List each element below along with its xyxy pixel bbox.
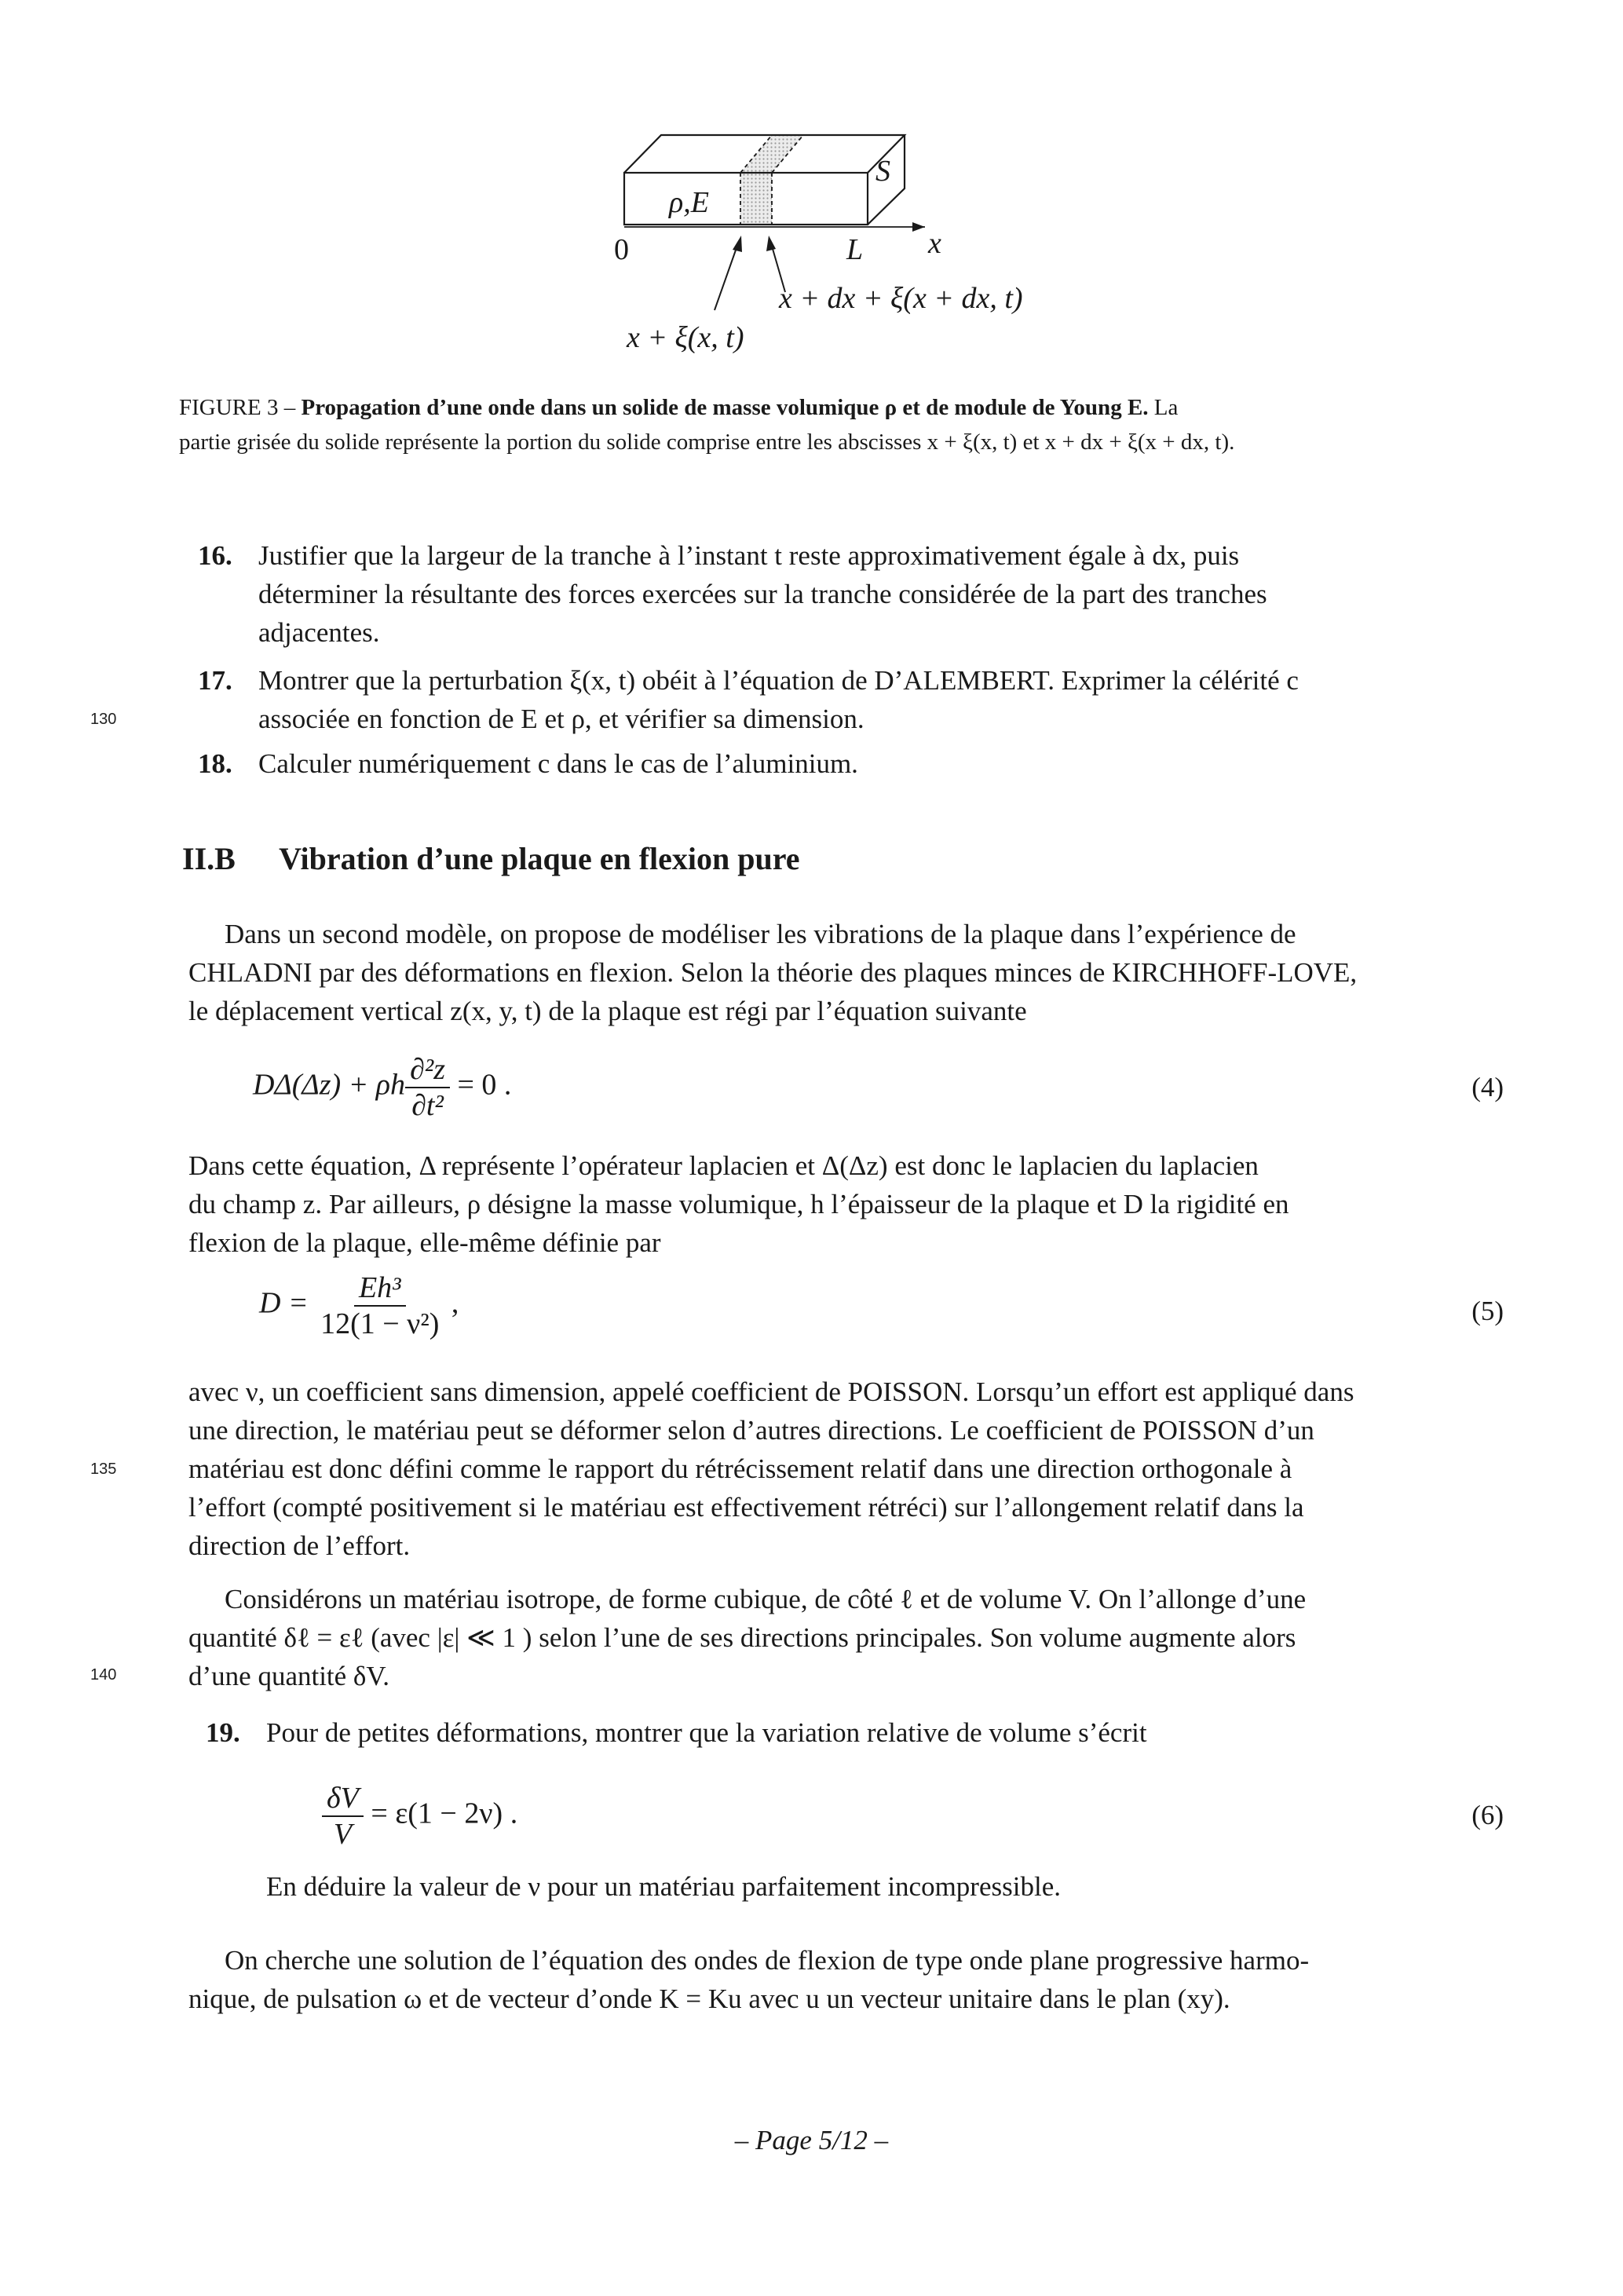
paragraph-2-line: Dans cette équation, Δ représente l’opérateur laplacien et Δ(Δz) est donc le laplacien du laplacien [188,1150,1259,1181]
paragraph-1-line: CHLADNI par des déformations en flexion. Selon la théorie des plaques minces de KIRCHHOFF-LOVE, [188,957,1358,988]
shaded-slice-top [740,135,803,173]
paragraph-1-line: Dans un second modèle, on propose de modéliser les vibrations de la plaque dans l’expérience de [225,919,1296,949]
question-16 [198,536,1517,652]
label-S: S [875,155,890,188]
equation-4-denominator: ∂t² [411,1089,444,1122]
label-x-axis: x [928,227,941,260]
question-19-number: 19. [206,1717,240,1748]
paragraph-6-line: On cherche une solution de l’équation des ondes de flexion de type onde plane progressive harmo- [225,1945,1310,1976]
equation-4-lhs: DΔ(Δz) + ρh [253,1068,406,1102]
equation-4-rhs: = 0 . [457,1068,512,1102]
paragraph-3-line: avec ν, un coefficient sans dimension, appelé coefficient de POISSON. Lorsqu’un effort est appliqué dans [188,1377,1354,1407]
paragraph-1 [188,915,1523,1030]
equation-4-number: (4) [1471,1072,1504,1102]
question-19-line: Pour de petites déformations, montrer que la variation relative de volume s’écrit [266,1717,1147,1748]
label-right-position: x + dx + ξ(x + dx, t) [779,282,1023,315]
question-17-number: 17. [198,665,232,696]
equation-6-rhs: = ε(1 − 2ν) . [371,1797,518,1830]
paragraph-4 [188,1580,1523,1695]
question-18-number: 18. [198,748,232,779]
paragraph-4-line: Considérons un matériau isotrope, de forme cubique, de côté ℓ et de volume V. On l’allonge d’une [225,1584,1307,1614]
equation-5-fraction [316,1270,444,1341]
label-rho-E: ρ,E [669,186,709,219]
caption-dash: – [283,395,296,420]
paragraph-2-line: flexion de la plaque, elle-même définie par [188,1227,661,1258]
figure-3-bar-diagram [597,126,1099,361]
caption-label: FIGURE 3 [179,395,279,420]
equation-6-number: (6) [1471,1800,1504,1830]
question-17-line: associée en fonction de E et ρ, et vérifier sa dimension. [258,704,865,734]
equation-5-rhs: , [451,1286,459,1320]
equation-4-numerator: ∂²z [405,1052,450,1088]
question-16-line: déterminer la résultante des forces exercées sur la tranche considérée de la part des tranches [258,579,1267,609]
paragraph-3-line: direction de l’effort. [188,1530,411,1561]
paragraph-1-line: le déplacement vertical z(x, y, t) de la plaque est régi par l’équation suivante [188,996,1027,1026]
shaded-slice-front [740,173,772,225]
page-number: – Page 5/12 – [734,2125,889,2155]
equation-4-fraction [405,1052,450,1123]
question-16-line: adjacentes. [258,617,380,648]
equation-6-denominator: V [333,1818,353,1851]
page-footer [0,2125,1623,2156]
question-18-line: Calculer numériquement c dans le cas de l’aluminium. [258,748,858,779]
equation-5-number: (5) [1471,1296,1504,1326]
paragraph-4-line: quantité δℓ = εℓ (avec |ε| ≪ 1 ) selon l’une de ses directions principales. Son volume augmente alors [188,1622,1296,1653]
paragraph-2 [188,1146,1523,1262]
equation-5-denominator: 12(1 − ν²) [320,1307,440,1340]
question-19 [206,1713,1525,1752]
question-18 [198,744,1517,783]
line-number-130: 130 [90,711,117,728]
line-number-135: 135 [90,1461,117,1478]
paragraph-2-line: du champ z. Par ailleurs, ρ désigne la masse volumique, h l’épaisseur de la plaque et D la rigidité en [188,1189,1289,1219]
paragraph-4-line: d’une quantité δV. [188,1661,389,1691]
equation-5-lhs: D = [259,1286,309,1320]
question-17-line: Montrer que la perturbation ξ(x, t) obéit à l’équation de D’ALEMBERT. Exprimer la célérité c [258,665,1299,696]
label-L: L [846,233,864,266]
equation-6-fraction [322,1781,364,1852]
paragraph-3-line: matériau est donc défini comme le rapport du rétrécissement relatif dans une direction orthogonale à [188,1453,1292,1484]
paragraph-5 [266,1867,1522,1906]
label-origin: 0 [614,233,629,266]
paragraph-3 [188,1373,1523,1565]
question-16-line: Justifier que la largeur de la tranche à l’instant t reste approximativement égale à dx, puis [258,540,1240,571]
paragraph-6 [188,1941,1523,2018]
figure-caption [179,390,1530,459]
question-17 [198,661,1517,738]
equation-5 [259,1270,459,1341]
question-16-number: 16. [198,540,232,571]
caption-line1-rest: La [1153,395,1179,420]
paragraph-3-line: l’effort (compté positivement si le matériau est effectivement rétréci) sur l’allongement relatif dans la [188,1492,1304,1523]
right-pointer-arrow-icon [766,236,776,251]
equation-6-numerator: δV [322,1781,364,1817]
equation-6 [322,1781,517,1852]
x-axis-arrow-icon [912,222,925,232]
section-heading [182,840,800,877]
caption-line2: partie grisée du solide représente la portion du solide comprise entre les abscisses x + ξ(x, t) et x + dx + ξ(x + dx, t). [179,430,1235,455]
caption-bold-title: Propagation d’une onde dans un solide de masse volumique ρ et de module de Young E. [301,395,1149,420]
left-pointer-arrow-icon [733,236,742,252]
line-number-140: 140 [90,1666,117,1684]
section-title: Vibration d’une plaque en flexion pure [279,841,800,876]
equation-4 [253,1052,511,1123]
paragraph-3-line: une direction, le matériau peut se déformer selon d’autres directions. Le coefficient de POISSON d’un [188,1415,1314,1446]
label-left-position: x + ξ(x, t) [627,321,744,354]
section-number: II.B [182,841,236,876]
equation-5-numerator: Eh³ [354,1270,406,1307]
left-pointer-line [715,243,738,310]
paragraph-6-line: nique, de pulsation ω et de vecteur d’onde K = Ku avec u un vecteur unitaire dans le plan (xy). [188,1983,1230,2014]
paragraph-5-line: En déduire la valeur de ν pour un matériau parfaitement incompressible. [266,1871,1061,1902]
